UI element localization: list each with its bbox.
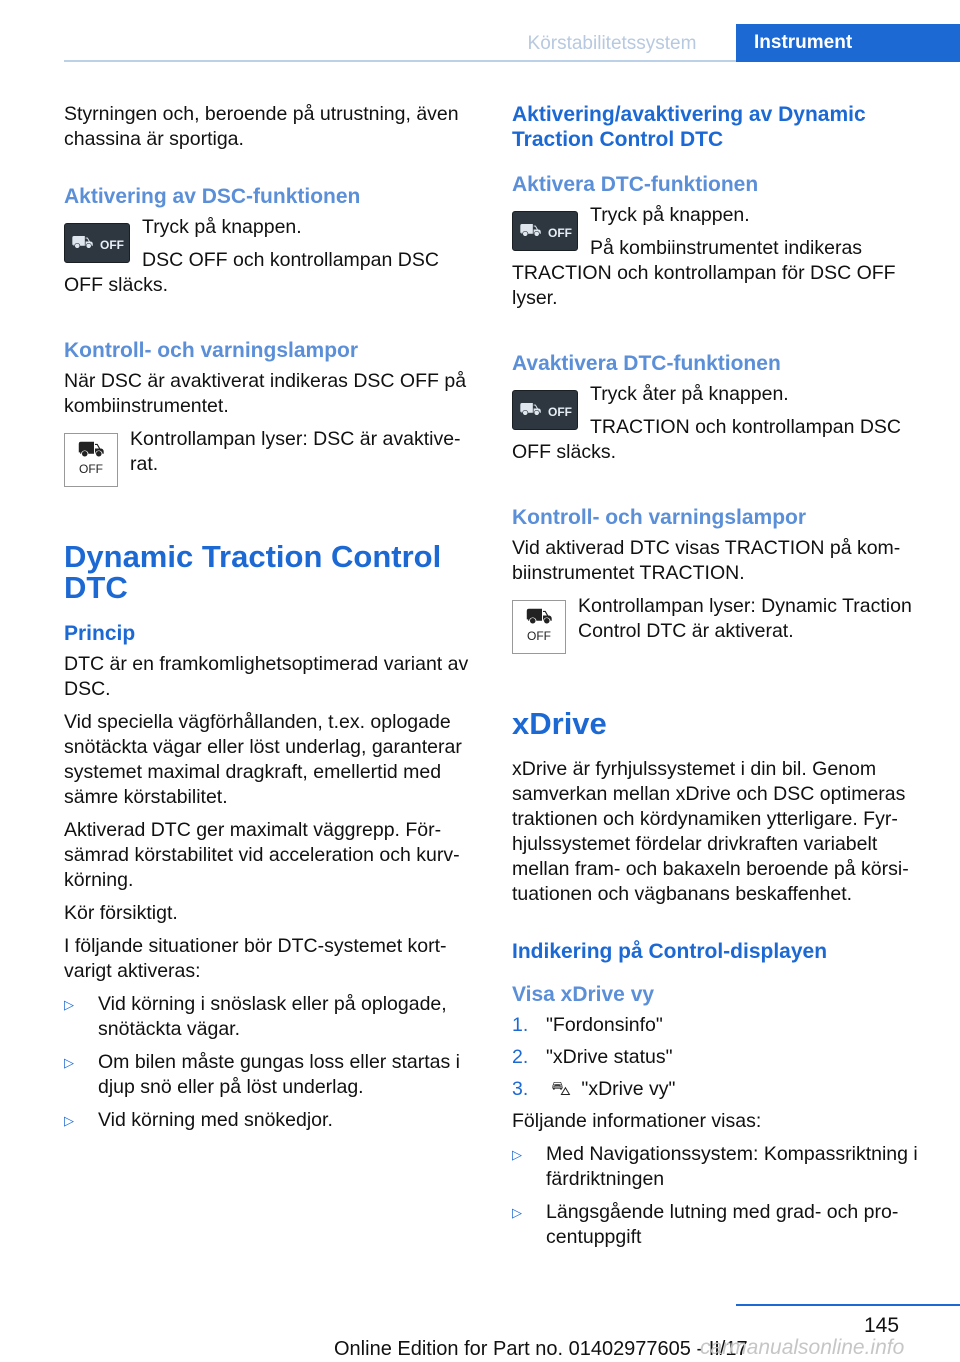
right-lamp-icon-text: Kontrollampan lyser: Dynamic Traction Control DTC är aktiverat. [578,595,912,642]
dsc-step-result: DSC OFF och kontrollampan DSC OFF släcks. [64,249,439,296]
dsc-activation-step [64,215,482,306]
activate-step-result: På kombiinstrumentet indikeras TRACTION och kontrollampan för DSC OFF lyser. [512,237,896,309]
off-label: OFF [548,405,572,419]
principle-heading: Princip [64,622,136,645]
edition-note: Online Edition for Part no. 01402977605 - II/17 [334,1338,748,1360]
off-label: OFF [100,238,124,252]
xdrive-steps [512,1013,928,1102]
xdrive-view-heading: Visa xDrive vy [512,983,655,1006]
dsc-off-button-icon [512,390,578,430]
list-item: 2. "xDrive status" [512,1046,673,1068]
triangle-bullet-icon: ▷ [64,997,74,1012]
car-skid-icon: ⛟ [519,220,542,240]
list-item: ▷ Med Navigationssystem: Kompassriktning i färdriktningen [512,1143,918,1190]
activate-step-press: Tryck på knappen. [590,204,750,226]
xdrive-title: xDrive [512,706,607,741]
dtc-toggle-heading: Aktivering/avaktivering av Dynamic Traction Control DTC [512,103,866,151]
deactivate-dtc-step [512,382,928,473]
list-item: 3. ⛍ "xDrive vy" [512,1078,676,1100]
off-label: OFF [548,226,572,240]
list-item: ▷ Vid körning med snökedjor. [64,1109,333,1131]
page-number: 145 [864,1314,900,1337]
triangle-bullet-icon: ▷ [64,1055,74,1070]
car-skid-icon: ⛟ [519,399,542,419]
info-text: Följande informationer visas: [512,1110,762,1132]
xdrive-text: xDrive är fyrhjulssystemet i din bil. Genom samverkan mellan xDrive och DSC optimeras traktionen och kördynamiken ytterligare. Fyr-hjulssystemet fördelar drivkraften variabelt mellan fram- och bakaxeln beroende på körsi-tuationen och vägbanans beskaffenhet. [512,758,909,905]
control-display-heading: Indikering på Control-displayen [512,940,828,963]
info-list [512,1142,928,1250]
watermark: carmanualsonline.info [700,1336,905,1359]
list-item: ▷ Vid körning i snöslask eller på oplogade, snötäckta vägar. [64,993,447,1040]
car-skid-icon: ⛟ [71,232,94,252]
list-item: ▷ Längsgående lutning med grad- och pro-centuppgift [512,1201,899,1248]
dsc-off-button-icon [512,211,578,251]
intro-text: Styrningen och, beroende på utrustning, även chassina är sportiga. [64,103,459,150]
activate-dtc-step [512,203,928,319]
car-icon: ⛍ [550,1078,572,1100]
triangle-bullet-icon: ▷ [64,1113,74,1128]
dsc-activation-heading: Aktivering av DSC-funktionen [64,185,361,208]
header-section: Körstabilitetssystem [527,33,697,54]
activate-dtc-heading: Aktivera DTC-funktionen [512,173,759,196]
principle-p3: Aktiverad DTC ger maximalt väggrepp. För-sämrad körstabilitet vid acceleration och kurv-körning. [64,819,460,891]
dsc-step-press: Tryck på knappen. [142,216,302,238]
situation-list [64,992,482,1133]
left-lamp-text: När DSC är avaktiverat indikeras DSC OFF på kombiinstrumentet. [64,370,467,417]
left-column [64,102,482,1141]
right-lamp-text: Vid aktiverad DTC visas TRACTION på kom-biinstrumentet TRACTION. [512,537,901,584]
deactivate-dtc-heading: Avaktivera DTC-funktionen [512,352,781,375]
footer-rule [736,1304,960,1306]
triangle-bullet-icon: ▷ [512,1205,522,1220]
left-lamp-heading: Kontroll- och varningslampor [64,339,359,362]
right-column [512,102,928,1258]
list-item: 1. "Fordonsinfo" [512,1014,663,1036]
deactivate-step-press: Tryck åter på knappen. [590,383,789,405]
header-chapter-tab[interactable]: Instrument [736,24,960,62]
right-lamp-row [512,594,928,658]
traction-lamp-icon [512,600,566,654]
left-lamp-row [64,427,482,491]
principle-p5: I följande situationer bör DTC-systemet kort-varigt aktiveras: [64,935,447,982]
left-lamp-icon-text: Kontrollampan lyser: DSC är avaktive-rat. [130,428,461,475]
off-label: OFF [79,462,103,476]
dsc-off-lamp-icon [64,433,118,487]
principle-p4: Kör försiktigt. [64,902,178,924]
car-skid-icon: ⛟ [525,603,553,628]
dtc-title: Dynamic Traction Control DTC [64,539,442,605]
car-skid-icon: ⛟ [77,436,105,461]
principle-p2: Vid speciella vägförhållanden, t.ex. oplogade snötäckta vägar eller löst underlag, garanterar systemet maximal dragkraft, emellertid med sämre körstabilitet. [64,711,462,808]
right-lamp-heading: Kontroll- och varningslampor [512,506,807,529]
triangle-bullet-icon: ▷ [512,1147,522,1162]
off-label: OFF [527,629,551,643]
principle-p1: DTC är en framkomlighetsoptimerad variant av DSC. [64,653,469,700]
dsc-off-button-icon [64,223,130,263]
deactivate-step-result: TRACTION och kontrollampan DSC OFF släcks. [512,416,902,463]
list-item: ▷ Om bilen måste gungas loss eller startas i djup snö eller på löst underlag. [64,1051,460,1098]
